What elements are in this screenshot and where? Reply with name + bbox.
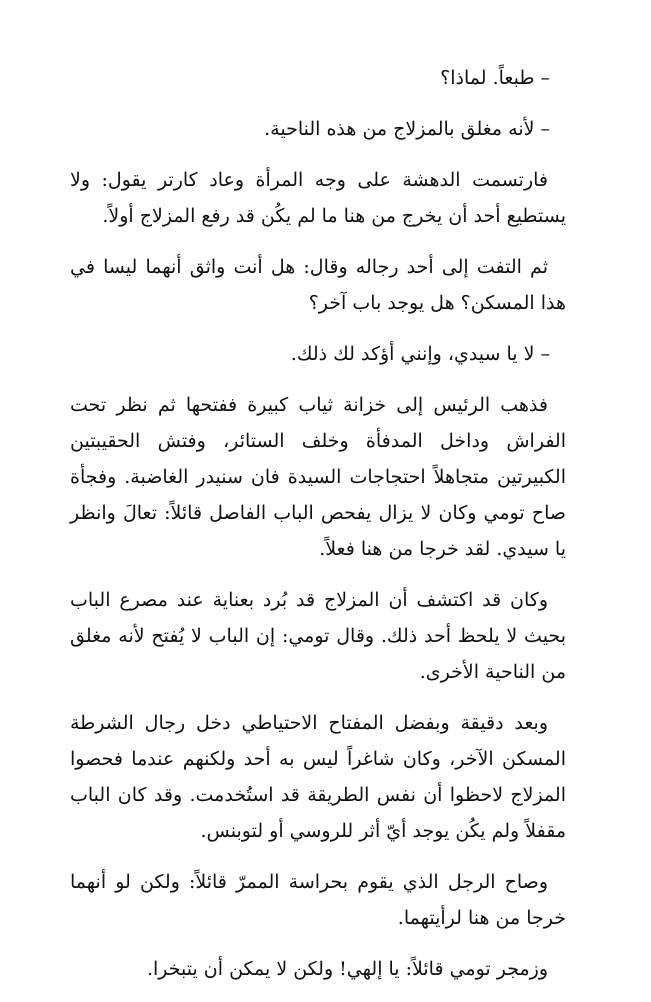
dialog-line: – طبعاً. لماذا؟ [440, 67, 550, 89]
dialog-line: – لأنه مغلق بالمزلاج من هذه الناحية. [264, 118, 550, 140]
paragraph: وكان قد اكتشف أن المزلاج قد بُرد بعناية عند مصرع الباب بحيث لا يلحظ أحد ذلك. وقال تومي: إن الباب لا يُفتح لأنه مغلق من الناحية الأخرى. [70, 589, 566, 683]
dialog-line: – لا يا سيدي، وإنني أؤكد لك ذلك. [290, 343, 550, 365]
book-page [70, 60, 566, 1002]
paragraph: وزمجر تومي قائلاً: يا إلهي! ولكن لا يمكن أن يتبخرا. [146, 958, 548, 980]
paragraph: ثم التفت إلى أحد رجاله وقال: هل أنت واثق أنهما ليسا في هذا المسكن؟ هل يوجد باب آخر؟ [70, 256, 566, 314]
paragraph: وبعد دقيقة وبفضل المفتاح الاحتياطي دخل رجال الشرطة المسكن الآخر، وكان شاغراً ليس به أحد ولكنهم عندما فحصوا المزلاج لاحظوا أن نفس الطريقة قد استُخدمت. وقد كان الباب مقفلاً ولم يكُن يوجد أيّ أثر للروسي أو لتوبنس. [70, 712, 566, 842]
paragraph: فذهب الرئيس إلى خزانة ثياب كبيرة ففتحها ثم نظر تحت الفراش وداخل المدفأة وخلف الستائر، وفتش الحقيبتين الكبيرتين متجاهلاً احتجاجات السيدة فان سنيدر الغاضبة. وفجأة صاح تومي وكان لا يزال يفحص الباب الفاصل قائلاً: تعالَ وانظر يا سيدي. لقد خرجا من هنا فعلاً. [70, 394, 566, 560]
paragraph: فارتسمت الدهشة على وجه المرأة وعاد كارتر يقول: ولا يستطيع أحد أن يخرج من هنا ما لم يكُن قد رفع المزلاج أولاً. [70, 169, 566, 227]
paragraph: وصاح الرجل الذي يقوم بحراسة الممرّ قائلاً: ولكن لو أنهما خرجا من هنا لرأيتهما. [70, 871, 566, 929]
